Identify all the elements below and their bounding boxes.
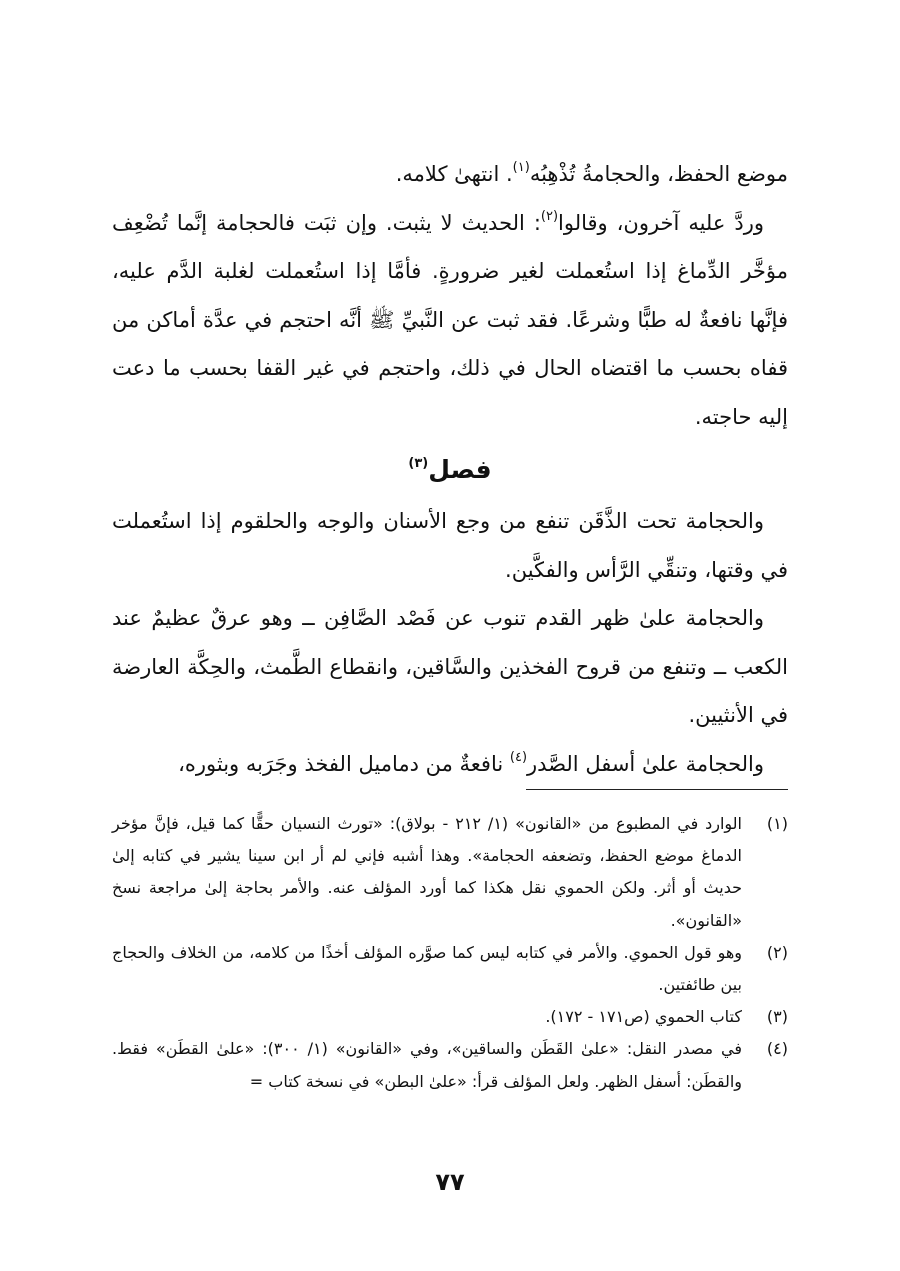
footnote-2: [112, 937, 788, 1001]
footnote-number: (٤): [766, 1039, 788, 1059]
footnote-text: كتاب الحموي (ص١٧١ - ١٧٢).: [545, 1007, 742, 1027]
footnote-text: في مصدر النقل: «علىٰ القَطَن والساقين»، وفي «القانون» (١/ ٣٠٠): «علىٰ القطَن» فقط. والقطَن: أسفل الظهر. ولعل المؤلف قرأ: «علىٰ البطن» في نسخة كتاب =: [112, 1039, 742, 1091]
footnote-text: وهو قول الحموي. والأمر في كتابه ليس كما صوَّره المؤلف أخذًا من كلامه، من الخلاف والحجاج بين طائفتين.: [112, 942, 742, 995]
footnotes: [112, 808, 788, 1098]
paragraph-5: والحجامة علىٰ أسفل الصَّدر$^{(٤)}$ نافعةٌ من دماميل الفخذ وجَرَبه وبثوره،: [178, 749, 764, 776]
page-number: ٧٧: [435, 1168, 465, 1196]
footnote-ref-2[interactable]: (٢): [540, 208, 559, 224]
paragraph-1: موضع الحفظ، والحجامةُ تُذْهِبُه$^{(١)}$. انتهىٰ كلامه.: [395, 160, 788, 186]
main-text: [112, 150, 788, 788]
paragraph-2: وردَّ عليه آخرون، وقالوا$^{(٢)}$: الحديث لا يثبت. وإن ثبَت فالحجامة إنَّما تُضْعِف مؤخَّر الدِّماغ إذا استُعملت لغير ضرورةٍ. فأمَّا إذا استُعملت لغلبة الدَّم عليه، فإنَّها نافعةٌ له طبًّا وشرعًا. فقد ثبت عن النَّبيِّ ﷺ أنَّه احتجم في عدَّة أماكن من قفاه بحسب ما اقتضاه الحال في ذلك، واحتجم في غير القفا بحسب ما دعت إليه حاجته.: [112, 208, 788, 429]
paragraph-4: والحجامة علىٰ ظهر القدم تنوب عن فَصْد الصَّافِن ــ وهو عرقٌ عظيمٌ عند الكعب ــ وتنفع من قروح الفخذين والسَّاقين، وانقطاع الطَّمث، والحِكَّة العارضة في الأنثيين.: [112, 606, 788, 727]
footnote-divider: [526, 789, 788, 790]
footnote-ref-3[interactable]: (٣): [408, 455, 429, 471]
footnote-ref-1[interactable]: (١): [512, 160, 530, 175]
footnote-3: [112, 1001, 788, 1033]
footnote-ref-4[interactable]: (٤): [509, 749, 528, 765]
footnote-text: الوارد في المطبوع من «القانون» (١/ ٢١٢ - بولاق): «تورث النسيان حقًّا كما قيل، فإنَّ مؤخر الدماغ موضع الحفظ، وتضعفه الحجامة». وهذا أشبه فإني لم أر ابن سينا يشير في كتابه إلىٰ حديث أو أثر. ولكن الحموي نقل هكذا كما أورد المؤلف عنه. والأمر بحاجة إلىٰ مراجعة نسخ «القانون».: [112, 814, 743, 930]
footnote-1: [112, 808, 788, 937]
section-heading: فصل$^{(٣)}$: [408, 455, 492, 484]
footnote-number: (٢): [766, 942, 788, 962]
footnote-number: (٣): [766, 1007, 788, 1027]
footnote-4: [112, 1033, 788, 1097]
paragraph-3: والحجامة تحت الذَّقَن تنفع من وجع الأسنان والوجه والحلقوم إذا استُعملت في وقتها، وتنقِّي الرَّأس والفكَّين.: [112, 509, 788, 582]
footnote-number: (١): [766, 814, 788, 833]
